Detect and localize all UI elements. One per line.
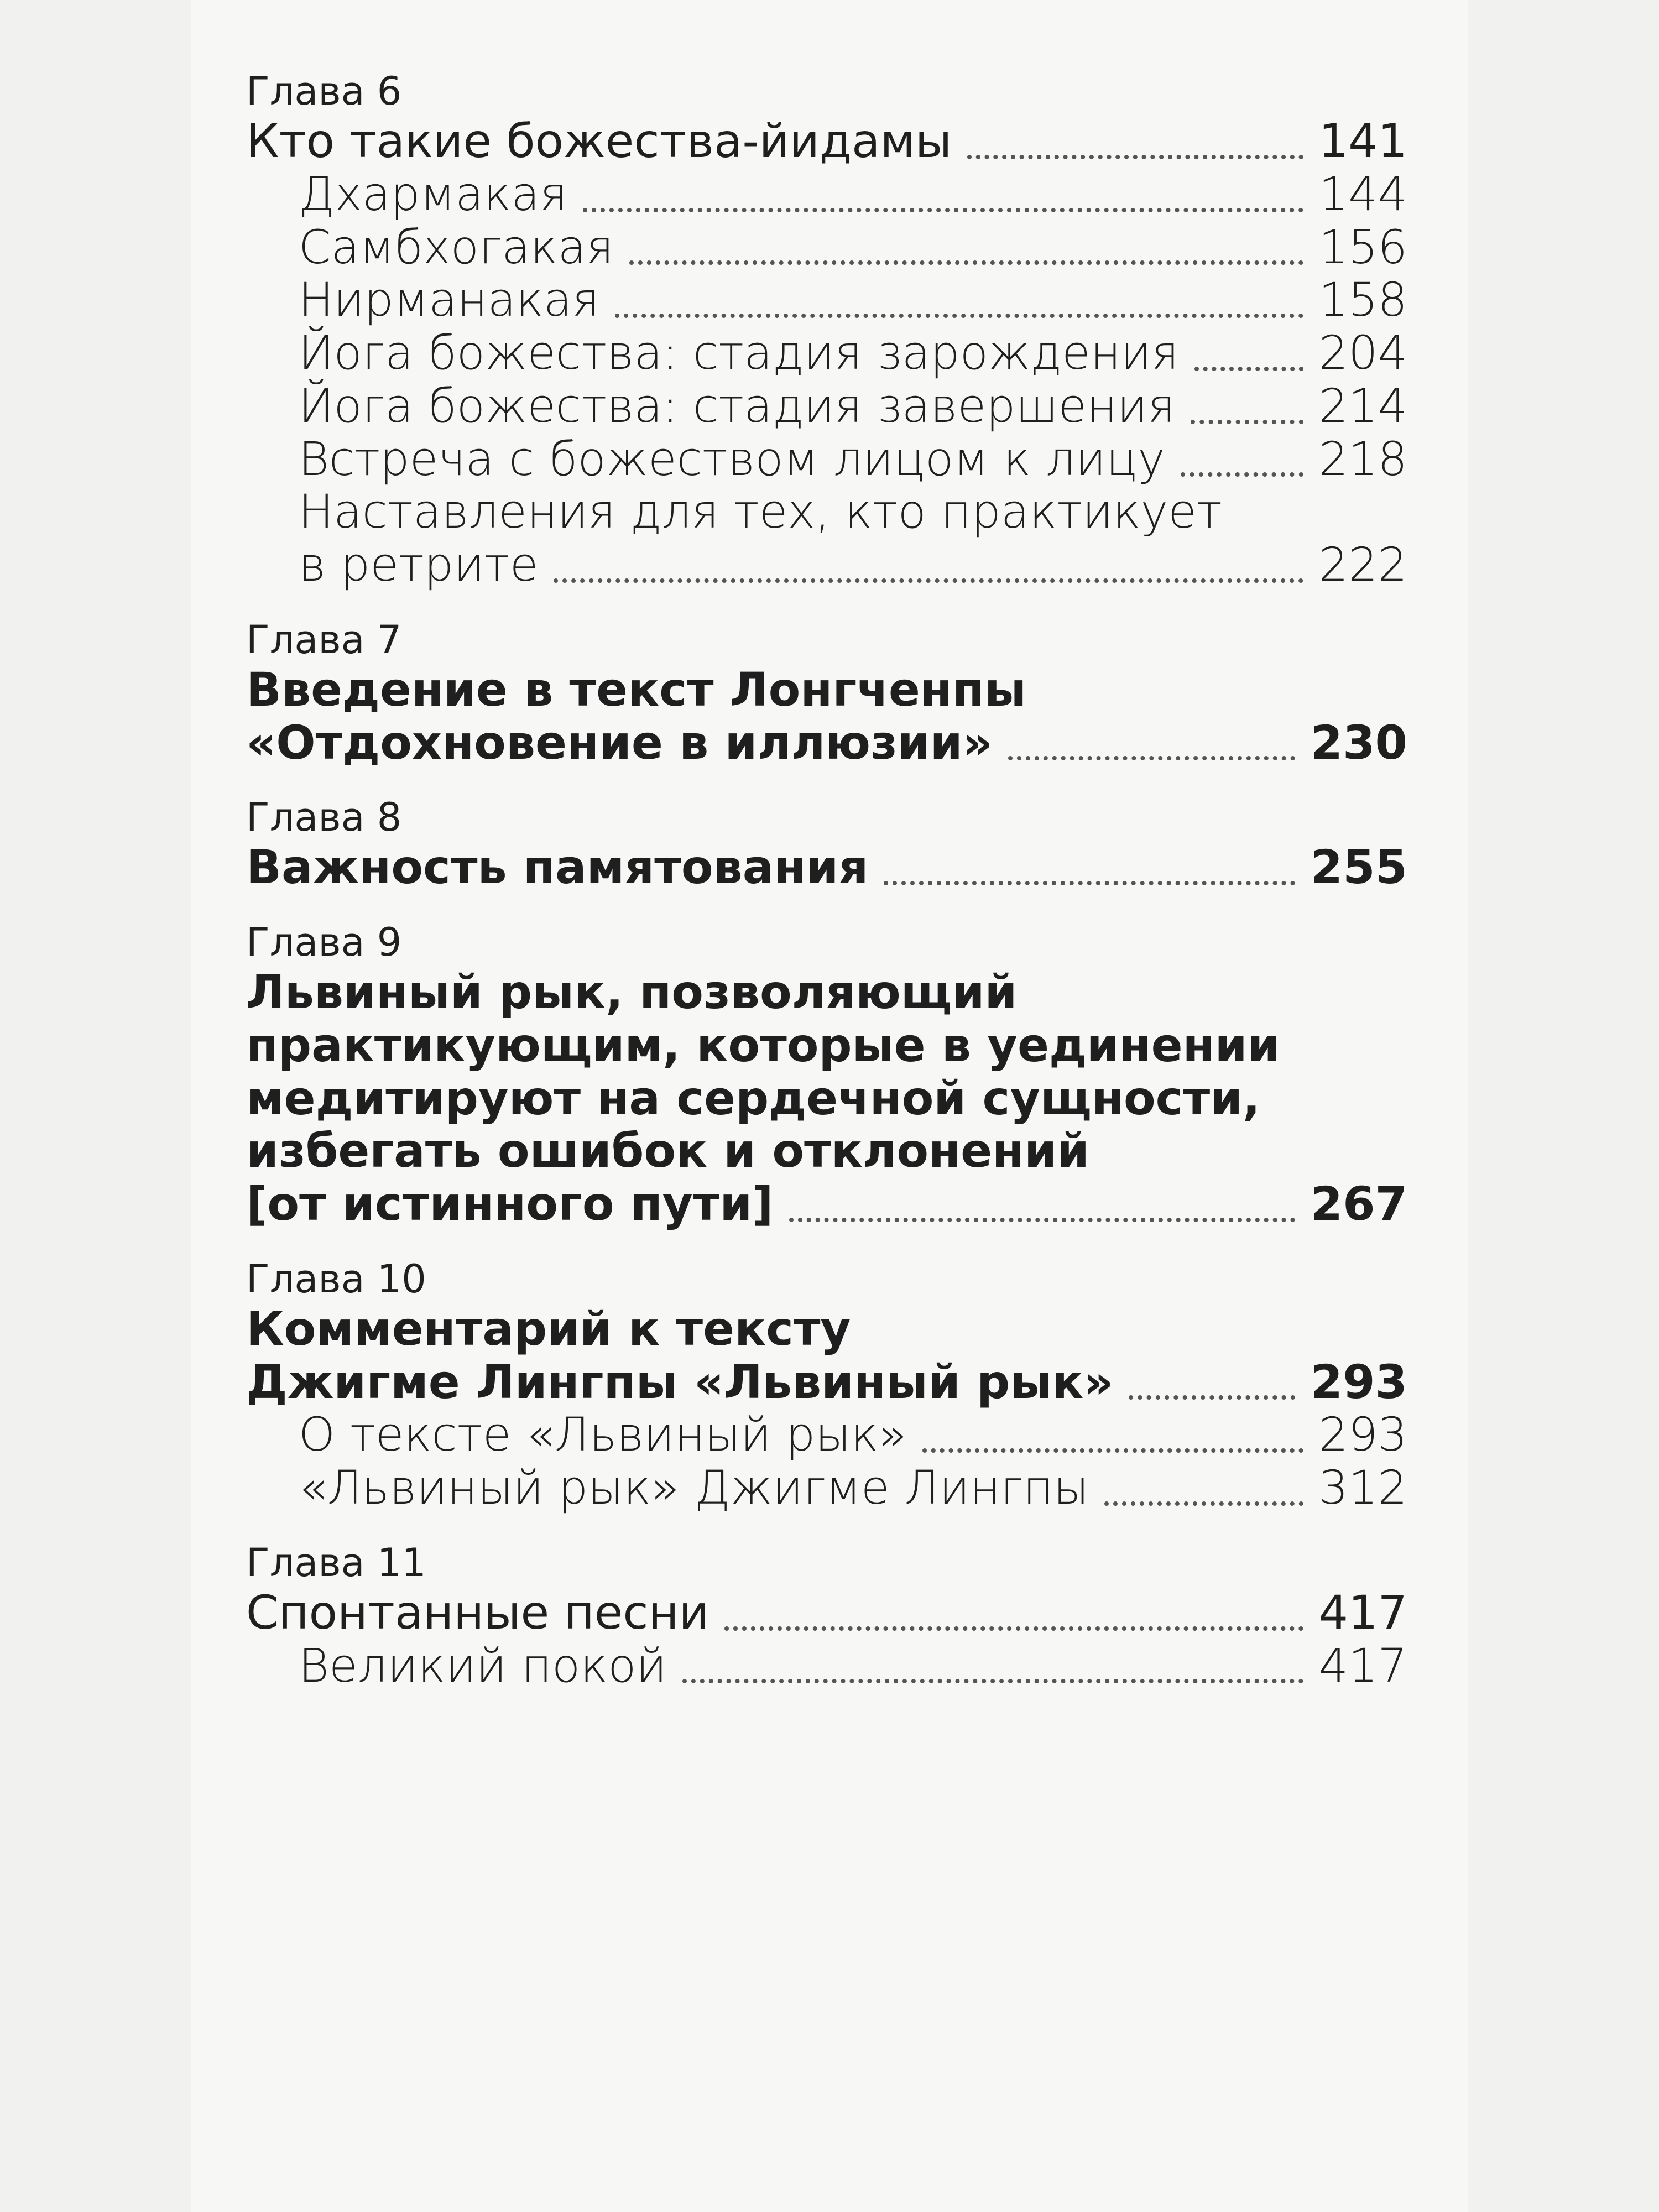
page-number: 204 xyxy=(1318,326,1407,380)
leader-dots xyxy=(1181,472,1303,477)
chapter-8-entry xyxy=(246,795,1407,895)
leader-dots xyxy=(1191,420,1303,424)
section-row[interactable] xyxy=(246,274,1407,327)
leader-dots xyxy=(629,260,1303,265)
chapter-label: Глава 11 xyxy=(246,1540,426,1585)
page-number: 293 xyxy=(1310,1354,1407,1409)
page-number: 417 xyxy=(1318,1585,1407,1640)
page-number: 293 xyxy=(1318,1407,1407,1462)
leader-dots xyxy=(789,1218,1295,1222)
section-title: Встреча с божеством лицом к лицу xyxy=(299,431,1165,486)
page-number: 222 xyxy=(1318,538,1407,592)
leader-dots xyxy=(1194,367,1303,371)
page-number: 144 xyxy=(1318,166,1407,221)
chapter-title-row[interactable] xyxy=(246,1587,1407,1640)
page-number: 255 xyxy=(1310,840,1407,895)
section-title: Йога божества: стадия завершения xyxy=(299,378,1176,433)
chapter-6-entry xyxy=(246,69,1407,592)
chapter-label: Глава 10 xyxy=(246,1256,426,1302)
chapter-title-row[interactable] xyxy=(246,1178,1407,1231)
section-row[interactable] xyxy=(246,168,1407,221)
section-title: Великий покой xyxy=(299,1638,667,1693)
leader-dots xyxy=(1008,756,1295,760)
chapter-title-row[interactable] xyxy=(246,841,1407,894)
chapter-title: [от истинного пути] xyxy=(246,1177,774,1231)
section-title: «Львиный рык» Джигме Лингпы xyxy=(299,1460,1089,1515)
section-row[interactable] xyxy=(246,1462,1407,1515)
chapter-title-line[interactable]: Введение в текст Лонгченпы xyxy=(246,662,1026,717)
page-number: 156 xyxy=(1318,220,1407,274)
chapter-10-entry xyxy=(246,1256,1407,1515)
chapter-title-line[interactable]: медитируют на сердечной сущности, xyxy=(246,1071,1260,1125)
chapter-title-row[interactable] xyxy=(246,717,1407,770)
leader-dots xyxy=(583,208,1303,212)
chapter-title-line[interactable]: практикующим, которые в уединении xyxy=(246,1018,1280,1072)
page-number: 312 xyxy=(1318,1460,1407,1515)
page-number: 267 xyxy=(1310,1177,1407,1231)
page-number: 158 xyxy=(1318,273,1407,327)
chapter-title-row[interactable] xyxy=(246,1356,1407,1409)
section-row[interactable] xyxy=(246,327,1407,380)
leader-dots xyxy=(724,1626,1303,1631)
section-row[interactable] xyxy=(246,433,1407,486)
section-row[interactable] xyxy=(246,539,1407,592)
section-title: О тексте «Львиный рык» xyxy=(299,1407,907,1462)
page-number: 141 xyxy=(1318,114,1407,168)
page-number: 214 xyxy=(1318,378,1407,433)
chapter-title: Кто такие божества-йидамы xyxy=(246,114,952,168)
chapter-title-line[interactable]: Львиный рык, позволяющий xyxy=(246,965,1018,1019)
page-number: 417 xyxy=(1318,1638,1407,1693)
section-title-line[interactable]: Наставления для тех, кто практикует xyxy=(299,484,1222,539)
section-title: Дхармакая xyxy=(299,166,567,221)
chapter-title: «Отдохновение в иллюзии» xyxy=(246,715,993,770)
section-title: Самбхогакая xyxy=(299,220,614,274)
leader-dots xyxy=(884,881,1295,885)
chapter-label: Глава 7 xyxy=(246,617,402,662)
chapter-11-entry xyxy=(246,1540,1407,1693)
chapter-title-line[interactable]: избегать ошибок и отклонений xyxy=(246,1124,1089,1178)
chapter-title: Джигме Лингпы «Львиный рык» xyxy=(246,1354,1114,1409)
chapter-9-entry xyxy=(246,920,1407,1231)
section-row[interactable] xyxy=(246,380,1407,433)
chapter-title-row[interactable] xyxy=(246,115,1407,168)
leader-dots xyxy=(682,1679,1303,1683)
leader-dots xyxy=(967,155,1303,159)
chapter-label: Глава 6 xyxy=(246,69,402,114)
chapter-label: Глава 8 xyxy=(246,795,402,841)
chapter-title-line[interactable]: Комментарий к тексту xyxy=(246,1301,851,1356)
chapter-label: Глава 9 xyxy=(246,920,402,965)
leader-dots xyxy=(922,1448,1303,1453)
leader-dots xyxy=(1104,1501,1303,1506)
section-title: Нирманакая xyxy=(299,273,600,327)
chapter-7-entry xyxy=(246,617,1407,770)
section-title: в ретрите xyxy=(299,538,539,592)
section-row[interactable] xyxy=(246,1408,1407,1462)
section-row[interactable] xyxy=(246,1640,1407,1693)
chapter-title: Спонтанные песни xyxy=(246,1585,709,1640)
leader-dots xyxy=(1129,1395,1295,1400)
section-title: Йога божества: стадия зарождения xyxy=(299,326,1179,380)
chapter-title: Важность памятования xyxy=(246,840,869,895)
page-number: 218 xyxy=(1318,431,1407,486)
page-number: 230 xyxy=(1310,715,1407,770)
leader-dots xyxy=(554,578,1303,583)
section-row[interactable] xyxy=(246,221,1407,274)
table-of-contents xyxy=(246,69,1407,1721)
leader-dots xyxy=(615,314,1303,318)
